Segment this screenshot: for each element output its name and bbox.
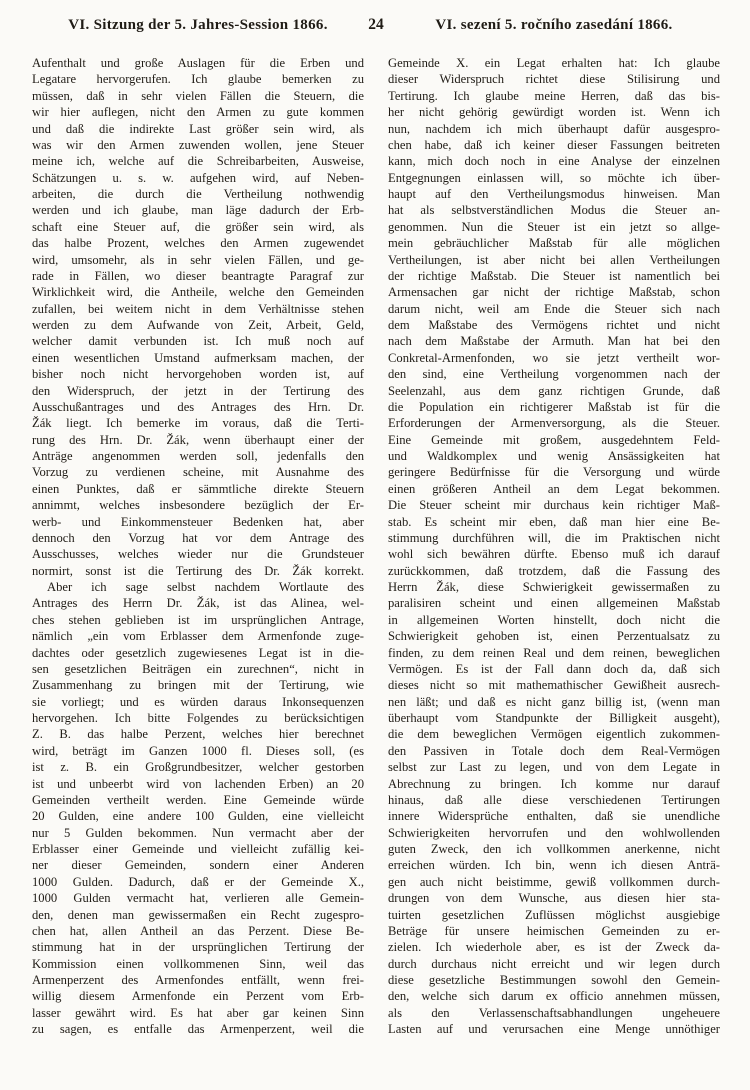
text-line: lasser gewährt wird. Es hat aber gar keinen Sinn	[32, 1005, 364, 1020]
text-line: bisher noch nicht hervorgehoben worden ist, auf	[32, 367, 364, 382]
text-line: kann, mich doch noch in eine Analyse der einzelnen	[388, 154, 720, 169]
text-line: Gemeinde X. ein Legat erhalten hat: Ich glaube	[388, 56, 720, 70]
text-line: hat als selbstverständlichen Modus die Steuer an-	[388, 203, 720, 218]
text-line: innere Widersprüche enthalten, daß sie unendliche	[388, 809, 720, 824]
text-line: wird, umsomehr, als in sehr vielen Fällen, und ge-	[32, 252, 364, 267]
text-line: werb- und Einkommensteuer Bedenken hat, aber	[32, 514, 364, 529]
text-line: der richtige Maßstab. Die Steuer ist namentlich bei	[388, 268, 720, 283]
text-line: Kommission einen vollkommenen Sinn, weil das	[32, 956, 364, 971]
text-line: erreichen würden. Ich bin, wenn ich diesen Anträ-	[388, 858, 720, 873]
text-line: ches stehen geblieben ist im ursprünglichen Antrage,	[32, 612, 364, 627]
text-line: und Waldkomplex und wenig Ansässigkeiten hat	[388, 449, 720, 463]
text-line: her nicht gehörig gewürdigt worden ist. Wenn ich	[388, 105, 720, 120]
text-line: durch durchaus nicht erreicht und wir legen durch	[388, 956, 720, 971]
text-line: Zusammenhang zu bringen mit der Tertirung, wie	[32, 678, 364, 693]
text-line: rung des Hrn. Dr. Žák, wenn überhaupt einer der	[32, 432, 364, 447]
text-line: das halbe Prozent, welches den Armen zugewendet	[32, 236, 364, 251]
text-line: 1000 Gulden vermacht hat, verlieren alle Gemein-	[32, 891, 364, 906]
text-line: Lasten auf und verursachen eine Menge unnöthiger	[388, 1022, 720, 1037]
text-line: Vorzug zu verdienen scheine, mit Ausnahme des	[32, 465, 364, 480]
text-line: paralisiren scheint und einen allgemeinen Maßstab	[388, 596, 720, 611]
text-line: was wir den Armen zuwenden wollen, jene Steuer	[32, 137, 364, 152]
text-line: sie vorliegt; und es würden daraus Inkonsequenzen	[32, 694, 364, 709]
text-line: nun, nachdem ich mich überhaupt dafür ausgespro-	[388, 121, 720, 136]
text-line: drungen von dem Wunsche, aus diesen hier sta-	[388, 891, 720, 906]
text-line: einen größeren Antheil an dem Legat bekommen.	[388, 481, 720, 496]
text-line: ner dieser Gemeinden, sondern einer Anderen	[32, 858, 364, 873]
text-line: finden, zu dem reinen Real und dem reinen, beweglichen	[388, 645, 720, 660]
text-line: den sind, eine Vertheilung vorgenommen nach der	[388, 367, 720, 382]
text-line: Schwierigkeiten hervorrufen und den wohlwollenden	[388, 825, 720, 840]
text-line: Herrn Žák, diese Schwierigkeit gewissermaßen zu	[388, 580, 720, 594]
text-line: Ausschusses, welches wieder nur die Grundsteuer	[32, 547, 364, 562]
text-line: dieses nicht so mit mathemathischer Gewißheit ausrech-	[388, 678, 720, 693]
text-line: Vertheilungen, ist aber nicht bei allen Vertheilungen	[388, 252, 720, 267]
text-line: Armenperzent des Armenfondes entfällt, wenn frei-	[32, 973, 364, 987]
text-line: selbst zur Last zu legen, und von dem Legate in	[388, 760, 720, 775]
text-line: Vermögen. Es ist der Fall dann doch da, daß sich	[388, 661, 720, 676]
text-line: zielen. Ich wiederhole aber, es ist der Zweck da-	[388, 940, 720, 955]
text-line: sen gesetzlichen Beiträgen ein zurechnen“, nicht in	[32, 661, 364, 676]
text-line: den, denen man gewissermaßen ein Recht zugespro-	[32, 907, 364, 922]
text-line: ist und unbeerbt wird von lachenden Erben) an 20	[32, 776, 364, 791]
text-line: wird, beträgt im Ganzen 1000 fl. Dieses soll, (es	[32, 743, 364, 758]
text-line: Žák liegt. Ich bemerke im voraus, daß die Terti-	[32, 416, 364, 431]
text-line: Die Steuer scheint mir durchaus kein richtiger Maß-	[388, 498, 720, 513]
text-line: genommen. Nun die Steuer ist ein jetzt so allge-	[388, 219, 720, 234]
text-line: haupt auf den Vertheilungsmodus hinweisen. Man	[388, 187, 720, 201]
text-line: Antrages des Herrn Dr. Žák, ist das Alinea, wel-	[32, 596, 364, 611]
text-line: stab. Es scheint mir eben, daß man hier eine Be-	[388, 514, 720, 529]
text-line: gen auch nicht beistimme, gewiß vollkommen durch-	[388, 874, 720, 889]
text-line: Entgegnungen einlassen will, so möchte ich über-	[388, 170, 720, 185]
text-line: dachtes oder gesetzlich zugewiesenes Legat ist in die-	[32, 645, 364, 660]
text-line: rade in Fällen, wo dieser beantragte Paragraf zur	[32, 268, 364, 283]
text-line: Wirklichkeit wird, die Antheile, welche den Gemeinden	[32, 285, 364, 300]
text-line: nen läßt; und daß es nicht ganz billig ist, (wenn man	[388, 694, 720, 709]
text-line: schaft eine Steuer auf, die größer sein wird, als	[32, 219, 364, 234]
text-line: zufallen, bei weitem nicht in dem Verhältnisse stehen	[32, 301, 364, 316]
text-line: dieser Widerspruch richtet diese Stilisirung und	[388, 72, 720, 87]
text-line: Gemeinden vertheilt werden. Eine Gemeinde würde	[32, 792, 364, 807]
text-line: Conkretal-Armenfonden, wo sie jetzt vertheilt wor-	[388, 350, 720, 365]
text-line: als den Verlassenschaftsabhandlungen ungeheuere	[388, 1005, 720, 1020]
text-line: darum nicht, weil am Ende die Steuer sich nach	[388, 301, 720, 316]
text-line: Erforderungen der Armenversorgung, als die Steuer.	[388, 416, 720, 431]
text-line: hinaus, daß alle diese verschiedenen Tertirungen	[388, 792, 720, 807]
text-line: arbeiten, die durch die Vertheilung nothwendig	[32, 187, 364, 201]
text-line: stimmung hat in der ursprünglichen Tertirung der	[32, 940, 364, 955]
text-line: nach dem Maßstabe der Armuth. Man hat bei den	[388, 334, 720, 349]
text-line: Schätzungen u. s. w. aufgehen wird, auf Neben-	[32, 170, 364, 185]
text-line: Armensachen gar nicht der richtige Maßstab, schon	[388, 285, 720, 300]
text-line: werden zu dem Aufwande von Zeit, Arbeit, Geld,	[32, 318, 364, 332]
text-line: Aufenthalt und große Auslagen für die Erben und	[32, 56, 364, 70]
text-line: mein gebräuchlicher Maßstab für alle möglichen	[388, 236, 720, 251]
text-line: meine ich, welche auf die Schreibarbeiten, Ausweise,	[32, 154, 364, 169]
text-line: chen hat, allen Antheil an das Perzent. Diese Be-	[32, 923, 364, 938]
text-line: Aber ich sage selbst nachdem Wortlaute des	[47, 580, 364, 594]
text-line: geringere Bedürfnisse für die Versorgung und würde	[388, 465, 720, 480]
left-column	[32, 55, 364, 1038]
header-right-title: VI. sezení 5. ročního zasedání 1866.	[435, 17, 673, 33]
text-line: Ausschußantrages und des Antrages des Hrn. Dr.	[32, 399, 364, 414]
page-header	[0, 0, 750, 34]
header-left-title: VI. Sitzung der 5. Jahres-Session 1866.	[68, 17, 328, 33]
text-line: 20 Gulden, eine andere 100 Gulden, eine vielleicht	[32, 809, 364, 824]
text-line: wohl sich bewähren dürfte. Ebenso muß ich darauf	[388, 547, 720, 562]
text-columns	[0, 34, 750, 1038]
text-line: dem Maßstabe des Vermögens richtet und nicht	[388, 318, 720, 332]
text-line: zu sagen, es entfalle das Armenperzent, weil die	[32, 1022, 364, 1037]
text-line: Anträge angenommen werden soll, jedenfalls den	[32, 449, 364, 463]
text-line: den Widerspruch, der jetzt in der Tertirung des	[32, 383, 364, 398]
text-line: nämlich „ein vom Erblasser dem Armenfonde zuge-	[32, 629, 364, 644]
text-line: tuirten gesetzlichen Zuflüssen möglichst ausgiebige	[388, 907, 720, 922]
text-line: Tertirung. Ich glaube meine Herren, daß das bis-	[388, 88, 720, 103]
text-line: einen wesentlichen Umstand aufmerksam machen, der	[32, 350, 364, 365]
text-line: Abrechnung zu bringen. Ich komme nur darauf	[388, 776, 720, 791]
text-line: stimmung durchführen will, die im Praktischen nicht	[388, 530, 720, 545]
text-line: annimmt, welches insbesondere bezüglich der Er-	[32, 498, 364, 513]
text-line: Beträge für unsere heimischen Gemeinden zu er-	[388, 923, 720, 938]
text-line: welcher damit verbunden ist. Ich muß noch auf	[32, 334, 364, 349]
text-line: ist z. B. ein Großgrundbesitzer, welcher gestorben	[32, 760, 364, 775]
text-line: die dem beweglichen Vermögen eigentlich zukommen-	[388, 727, 720, 742]
text-line: 1000 Gulden. Dadurch, daß er der Gemeinde X.,	[32, 874, 364, 889]
text-line: chen habe, daß ich keiner dieser Fassungen beitreten	[388, 137, 720, 152]
text-line: zurückkommen, daß trotzdem, daß die Fassung des	[388, 563, 720, 578]
text-line: diese gesetzliche Bestimmungen sowohl den Gemein-	[388, 973, 720, 987]
page-number: 24	[368, 16, 384, 33]
text-line: nur 5 Gulden bekommen. Nun vermacht aber der	[32, 825, 364, 840]
text-line: müssen, daß in sehr vielen Fällen die Steuern, die	[32, 88, 364, 103]
text-line: die Population ein richtigerer Maßstab ist für die	[388, 399, 720, 414]
text-line: den Passiven in Totale doch dem Real-Vermögen	[388, 743, 720, 758]
text-line: dennoch den Vorzug hat vor dem Antrage des	[32, 530, 364, 545]
text-line: guten Zweck, den ich vollkommen anerkenne, nicht	[388, 842, 720, 856]
text-line: werden und ich glaube, man läge dadurch der Erb-	[32, 203, 364, 218]
text-line: Legatare hervorgerufen. Ich glaube bemerken zu	[32, 72, 364, 87]
text-line: Eine Gemeinde mit großem, ausgedehntem Feld-	[388, 432, 720, 447]
text-line: in allgemeinen Worten hinstellt, doch nicht die	[388, 612, 720, 627]
text-line: und daß die indirekte Last größer sein wird, als	[32, 121, 364, 136]
text-line: Seelenzahl, aus dem ganz richtigen Grunde, daß	[388, 383, 720, 398]
text-line: willig diesem Armenfonde ein Perzent vom Erb-	[32, 989, 364, 1004]
text-line: den, welche sich darum ex officio annehmen müssen,	[388, 989, 720, 1004]
text-line: normirt, sonst ist die Tertirung des Dr. Žák korrekt.	[32, 563, 364, 578]
text-line: einen Punktes, daß er sämmtliche direkte Steuern	[32, 481, 364, 496]
text-line: hervorgehen. Ich bitte Folgendes zu berücksichtigen	[32, 711, 364, 725]
text-line: Schwierigkeit gehoben ist, einen Perzentualsatz zu	[388, 629, 720, 644]
right-column	[388, 55, 720, 1038]
text-line: überhaupt vom Standpunkte der Billigkeit ausgeht),	[388, 711, 720, 725]
text-line: Z. B. das halbe Perzent, welches hier berechnet	[32, 727, 364, 742]
text-line: Erblasser einer Gemeinde und vielleicht zufällig kei-	[32, 842, 364, 856]
text-line: wir hier auflegen, nicht den Armen zu gute kommen	[32, 105, 364, 120]
